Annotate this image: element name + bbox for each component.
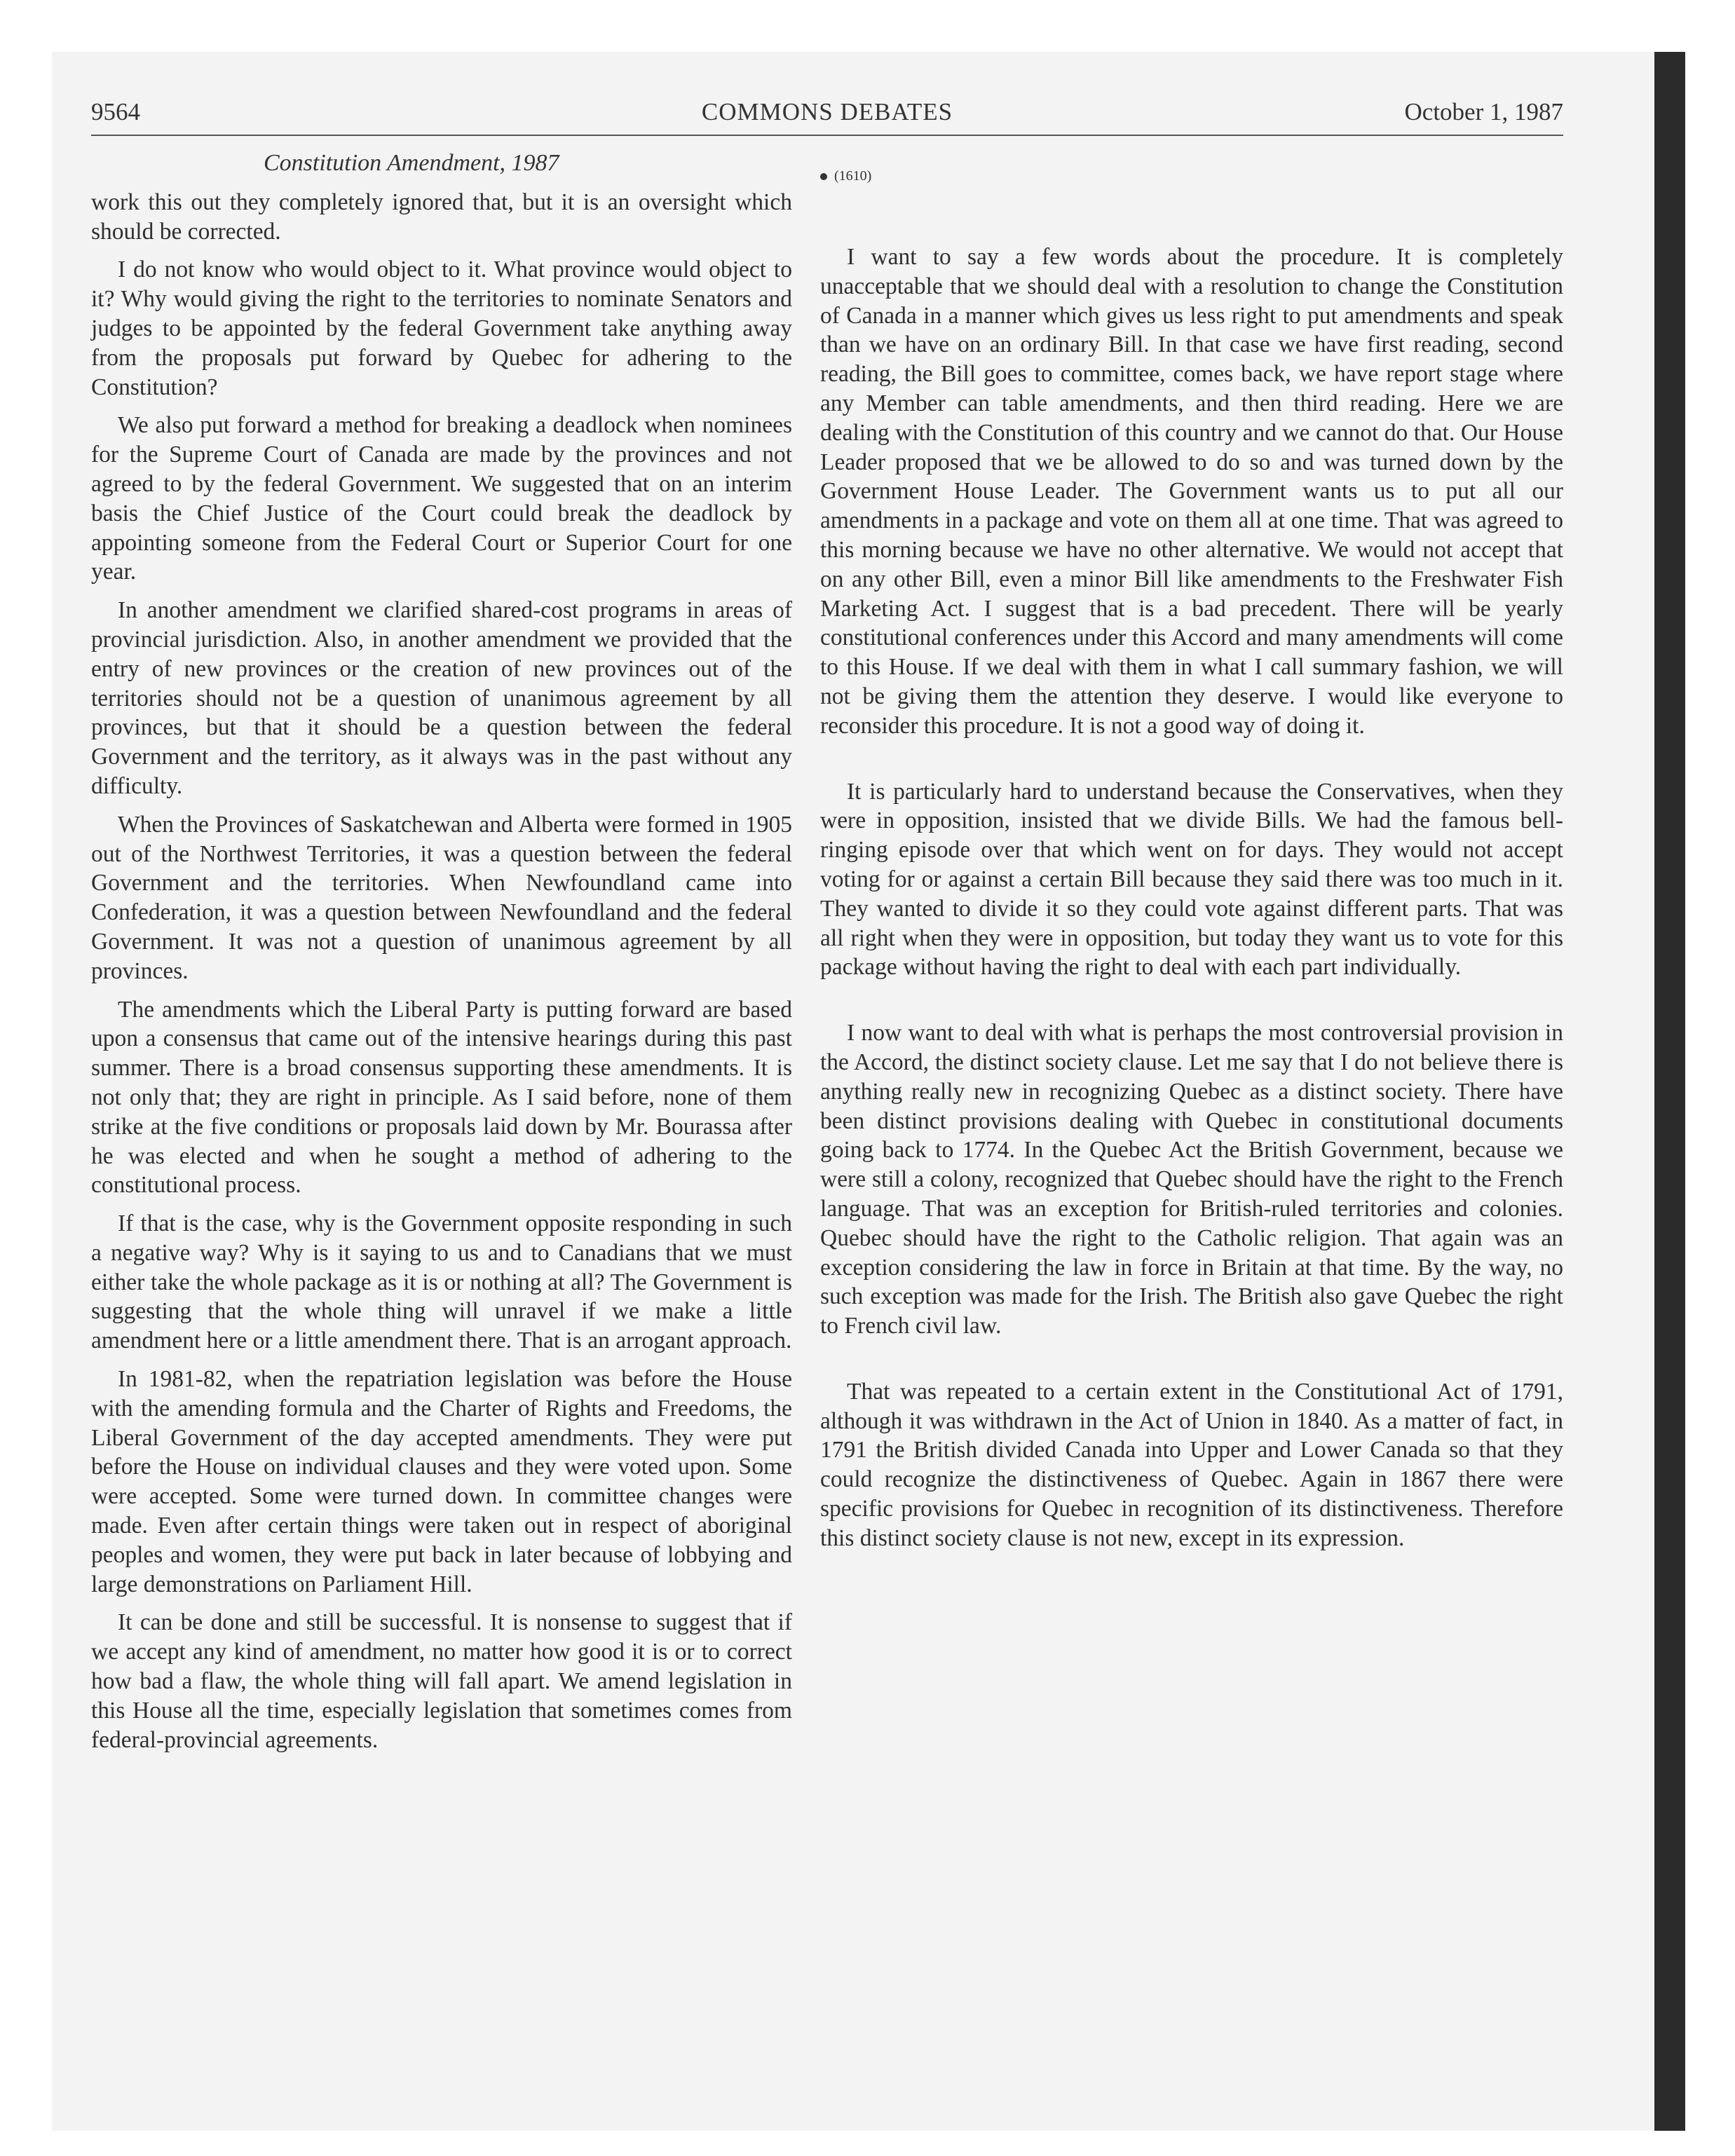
page-number: 9564 xyxy=(91,98,140,125)
time-marker xyxy=(820,165,1563,186)
paragraph: That was repeated to a certain extent in the Constitutional Act of 1791, although it was withdrawn in the Act of Union in 1840. As a matter of fact, in 1791 the British divided Canada into Upper and Lower Canada so that they could recognize the distinctiveness of Quebec. Again in 1867 there were specific provisions for Quebec in recognition of its distinctiveness. Therefore this distinct society clause is not new, except in its expression. xyxy=(820,1378,1563,1551)
paragraph: I want to say a few words about the procedure. It is completely unacceptable that we should deal with a resolution to change the Constitution of Canada in a manner which gives us less right to put amendments and speak than we have on an ordinary Bill. In that case we have first reading, second reading, the Bill goes to committee, comes back, we have report stage where any Member can table amendments, and then third reading. Here we are dealing with the Constitution of this country and we cannot do that. Our House Leader proposed that we be allowed to do so and was turned down by the Government House Leader. The Government wants us to put all our amendments in a package and vote on them all at one time. That was agreed to this morning because we have no other alternative. We would not accept that on any other Bill, even a minor Bill like amendments to the Freshwater Fish Marketing Act. I suggest that is a bad precedent. There will be yearly constitutional conferences under this Accord and many amendments will come to this House. If we deal with them in what I call summary fashion, we will not be giving them the attention they deserve. I would like everyone to reconsider this procedure. It is not a good way of doing it. xyxy=(820,244,1563,739)
paragraph: In 1981-82, when the repatriation legislation was before the House with the amending formula and the Charter of Rights and Freedoms, the Liberal Government of the day accepted amendments. They were put before the House on individual clauses and they were voted upon. Some were accepted. Some were turned down. In committee changes were made. Even after certain things were taken out in respect of aboriginal peoples and women, they were put back in later because of lobbying and large demonstrations on Parliament Hill. xyxy=(91,1366,792,1597)
paragraph: In another amendment we clarified shared-cost programs in areas of provincial jurisdiction. Also, in another amendment we provided that the entry of new provinces or the creation of new provinces out of the territories should not be a question of unanimous agreement by all provinces, but that it should be a question between the federal Government and the territory, as it always was in the past without any difficulty. xyxy=(91,597,792,799)
page-date: October 1, 1987 xyxy=(1404,98,1563,125)
paragraph: I now want to deal with what is perhaps the most controversial provision in the Accord, the distinct society clause. Let me say that I do not believe there is anything really new in recognizing Quebec as a distinct society. There have been distinct provisions dealing with Quebec in constitutional documents going back to 1774. In the Quebec Act the British Government, because we were still a colony, recognized that Quebec should have the right to the French language. That was an exception for British-ruled territories and colonies. Quebec should have the right to the Catholic religion. That again was an exception considering the law in force in Britain at that time. By the way, no such exception was made for the Irish. The British also gave Quebec the right to French civil law. xyxy=(820,1020,1563,1339)
right-column xyxy=(820,149,1563,1590)
paragraph: It is particularly hard to understand because the Conservatives, when they were in opposition, insisted that we divide Bills. We had the famous bell-ringing episode over that which went on for days. They would not accept voting for or against a certain Bill because they said there was too much in it. They wanted to divide it so they could vote against different parts. That was all right when they were in opposition, but today they want us to vote for this package without having the right to deal with each part individually. xyxy=(820,778,1563,981)
paragraph: I do not know who would object to it. What province would object to it? Why would giving the right to the territories to nominate Senators and judges to be appointed by the federal Government take anything away from the proposals put forward by Quebec for adhering to the Constitution? xyxy=(91,257,792,400)
scan-edge-bar xyxy=(1654,52,1685,2131)
paragraph: If that is the case, why is the Government opposite responding in such a negative way? Why is it saying to us and to Canadians that we must either take the whole package as it is or nothing at all? The Government is suggesting that the whole thing will unravel if we make a little amendment here or a little amendment there. That is an arrogant approach. xyxy=(91,1210,792,1354)
page-header xyxy=(91,93,1563,136)
paragraph: We also put forward a method for breaking a deadlock when nominees for the Supreme Court of Canada are made by the provinces and not agreed to by the federal Government. We suggested that on an interim basis the Chief Justice of the Court could break the deadlock by appointing someone from the Federal Court or Superior Court for one year. xyxy=(91,412,792,585)
time-marker-text: (1610) xyxy=(834,168,872,184)
paragraph: The amendments which the Liberal Party is putting forward are based upon a consensus that came out of the intensive hearings during this past summer. There is a broad consensus supporting these amendments. It is not only that; they are right in principle. As I said before, none of them strike at the five conditions or proposals laid down by Mr. Bourassa after he was elected and when he sought a method of adhering to the constitutional process. xyxy=(91,996,792,1199)
section-title: Constitution Amendment, 1987 xyxy=(264,150,559,176)
paragraph: When the Provinces of Saskatchewan and Alberta were formed in 1905 out of the Northwest Territories, it was a question between the federal Government and the territories. When Newfoundland came into Confederation, it was a question between Newfoundland and the federal Government. It was not a question of unanimous agreement by all provinces. xyxy=(91,811,792,984)
publication-title: COMMONS DEBATES xyxy=(701,98,953,125)
paragraph: It can be done and still be successful. It is nonsense to suggest that if we accept any kind of amendment, no matter how good it is or to correct how bad a flaw, the whole thing will fall apart. We amend legislation in this House all the time, especially legislation that sometimes comes from federal-provincial agreements. xyxy=(91,1609,792,1753)
bullet-icon xyxy=(820,173,827,180)
left-column xyxy=(91,149,792,1763)
paragraph: work this out they completely ignored that, but it is an oversight which should be corrected. xyxy=(91,189,792,245)
